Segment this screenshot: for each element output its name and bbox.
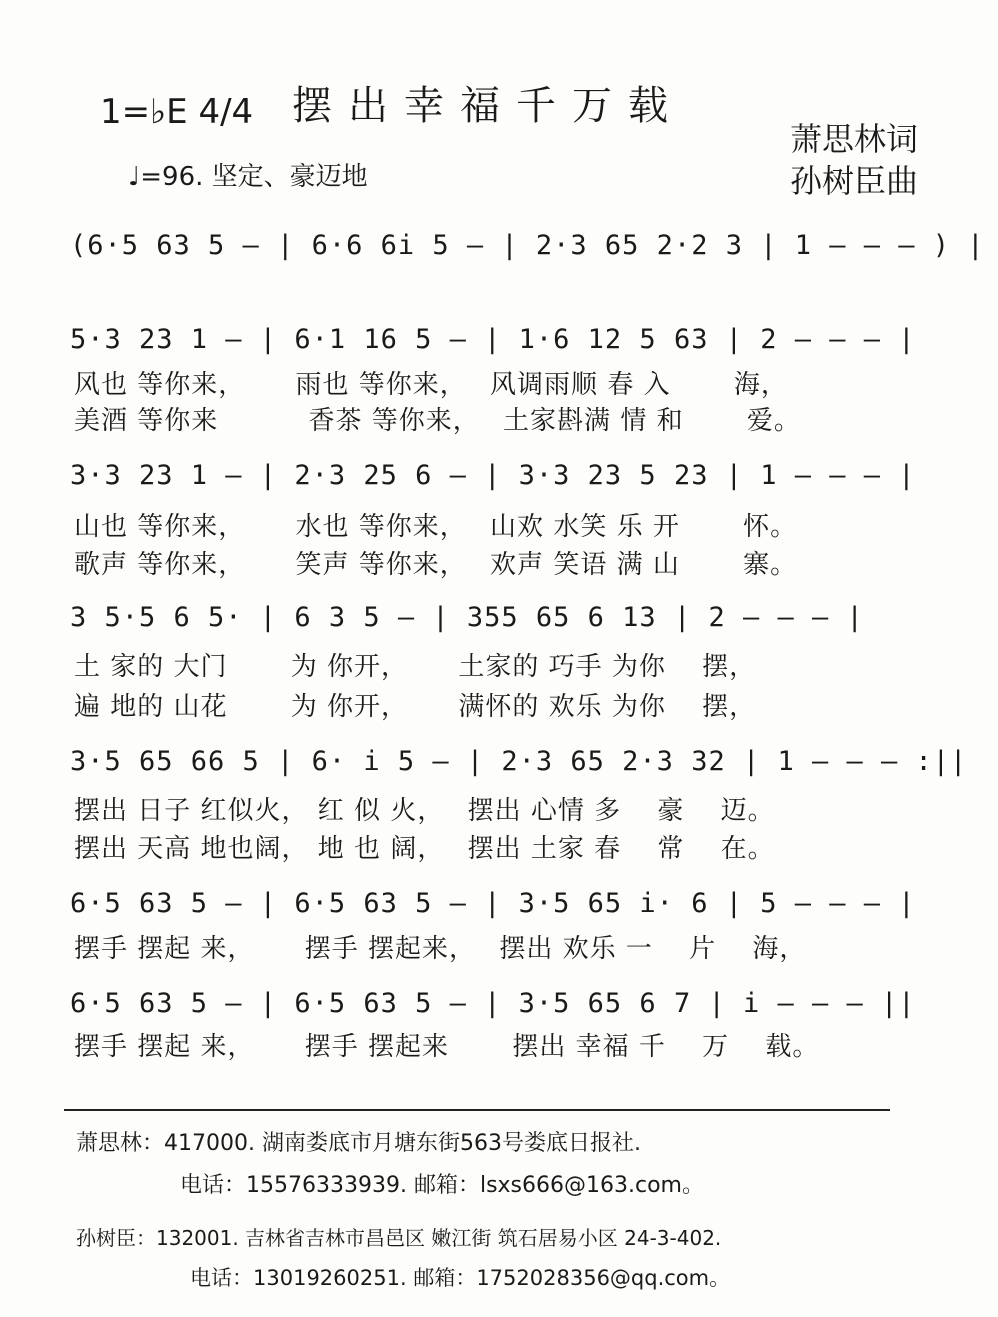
notation-line: 3·3 23 1 — | 2·3 25 6 — | 3·3 23 5 23 | 1 — — — | xyxy=(70,460,916,491)
lyrics-verse-2: 遍 地的 山花 为 你开， 满怀的 欢乐 为你 摆， xyxy=(74,692,757,722)
lyrics-line: 摆手 摆起 来， 摆手 摆起来， 摆出 欢乐 一 片 海， xyxy=(74,934,807,964)
notation-line: (6·5 63 5 — | 6·6 6i 5 — | 2·3 65 2·2 3 | 1 — — — ) | xyxy=(70,230,985,261)
notation-line: 5·3 23 1 — | 6·1 16 5 — | 1·6 12 5 63 | 2 — — — | xyxy=(70,324,916,355)
lyrics-verse-1: 摆出 日子 红似火， 红 似 火， 摆出 心情 多 豪 迈。 xyxy=(74,796,775,826)
tempo-marking: ♩=96. 坚定、豪迈地 xyxy=(128,162,368,192)
notation-line: 3 5·5 6 5· | 6 3 5 — | 355 65 6 13 | 2 — — — | xyxy=(70,602,864,633)
lyrics-verse-2: 美酒 等你来 香茶 等你来， 土家斟满 情 和 爱。 xyxy=(74,406,801,436)
lyrics-verse-2: 摆出 天高 地也阔， 地 也 阔， 摆出 土家 春 常 在。 xyxy=(74,834,775,864)
lyricist-contact-phone-email: 电话：15576333939. 邮箱：lsxs666@163.com。 xyxy=(180,1173,704,1198)
key-signature: 1=♭E 4/4 xyxy=(100,92,254,132)
composer-credit: 孙树臣曲 xyxy=(790,162,919,200)
composer-contact-address: 孙树臣：132001. 吉林省吉林市昌邑区 嫩江街 筑石居易小区 24-3-402. xyxy=(76,1226,722,1250)
notation-line: 3·5 65 66 5 | 6· i 5 — | 2·3 65 2·3 32 | 1 — — — :|| xyxy=(70,746,968,777)
notation-line: 6·5 63 5 — | 6·5 63 5 — | 3·5 65 i· 6 | 5 — — — | xyxy=(70,888,916,919)
composer-contact-phone-email: 电话：13019260251. 邮箱：1752028356@qq.com。 xyxy=(190,1266,731,1290)
notation-line: 6·5 63 5 — | 6·5 63 5 — | 3·5 65 6 7 | i — — — || xyxy=(70,988,916,1019)
lyrics-verse-1: 山也 等你来， 水也 等你来， 山欢 水笑 乐 开 怀。 xyxy=(74,512,798,542)
lyricist-contact-address: 萧思林：417000. 湖南娄底市月塘东街563号娄底日报社. xyxy=(76,1131,641,1156)
footer-divider xyxy=(64,1109,890,1111)
lyrics-verse-1: 风也 等你来， 雨也 等你来， 风调雨顺 春 入 海， xyxy=(74,370,788,400)
lyrics-line: 摆手 摆起 来， 摆手 摆起来 摆出 幸福 千 万 载。 xyxy=(74,1032,820,1062)
lyricist-credit: 萧思林词 xyxy=(790,120,919,158)
song-title: 摆出幸福千万载 xyxy=(292,83,684,129)
lyrics-verse-2: 歌声 等你来， 笑声 等你来， 欢声 笑语 满 山 寨。 xyxy=(74,550,798,580)
lyrics-verse-1: 土 家的 大门 为 你开， 土家的 巧手 为你 摆， xyxy=(74,652,757,682)
